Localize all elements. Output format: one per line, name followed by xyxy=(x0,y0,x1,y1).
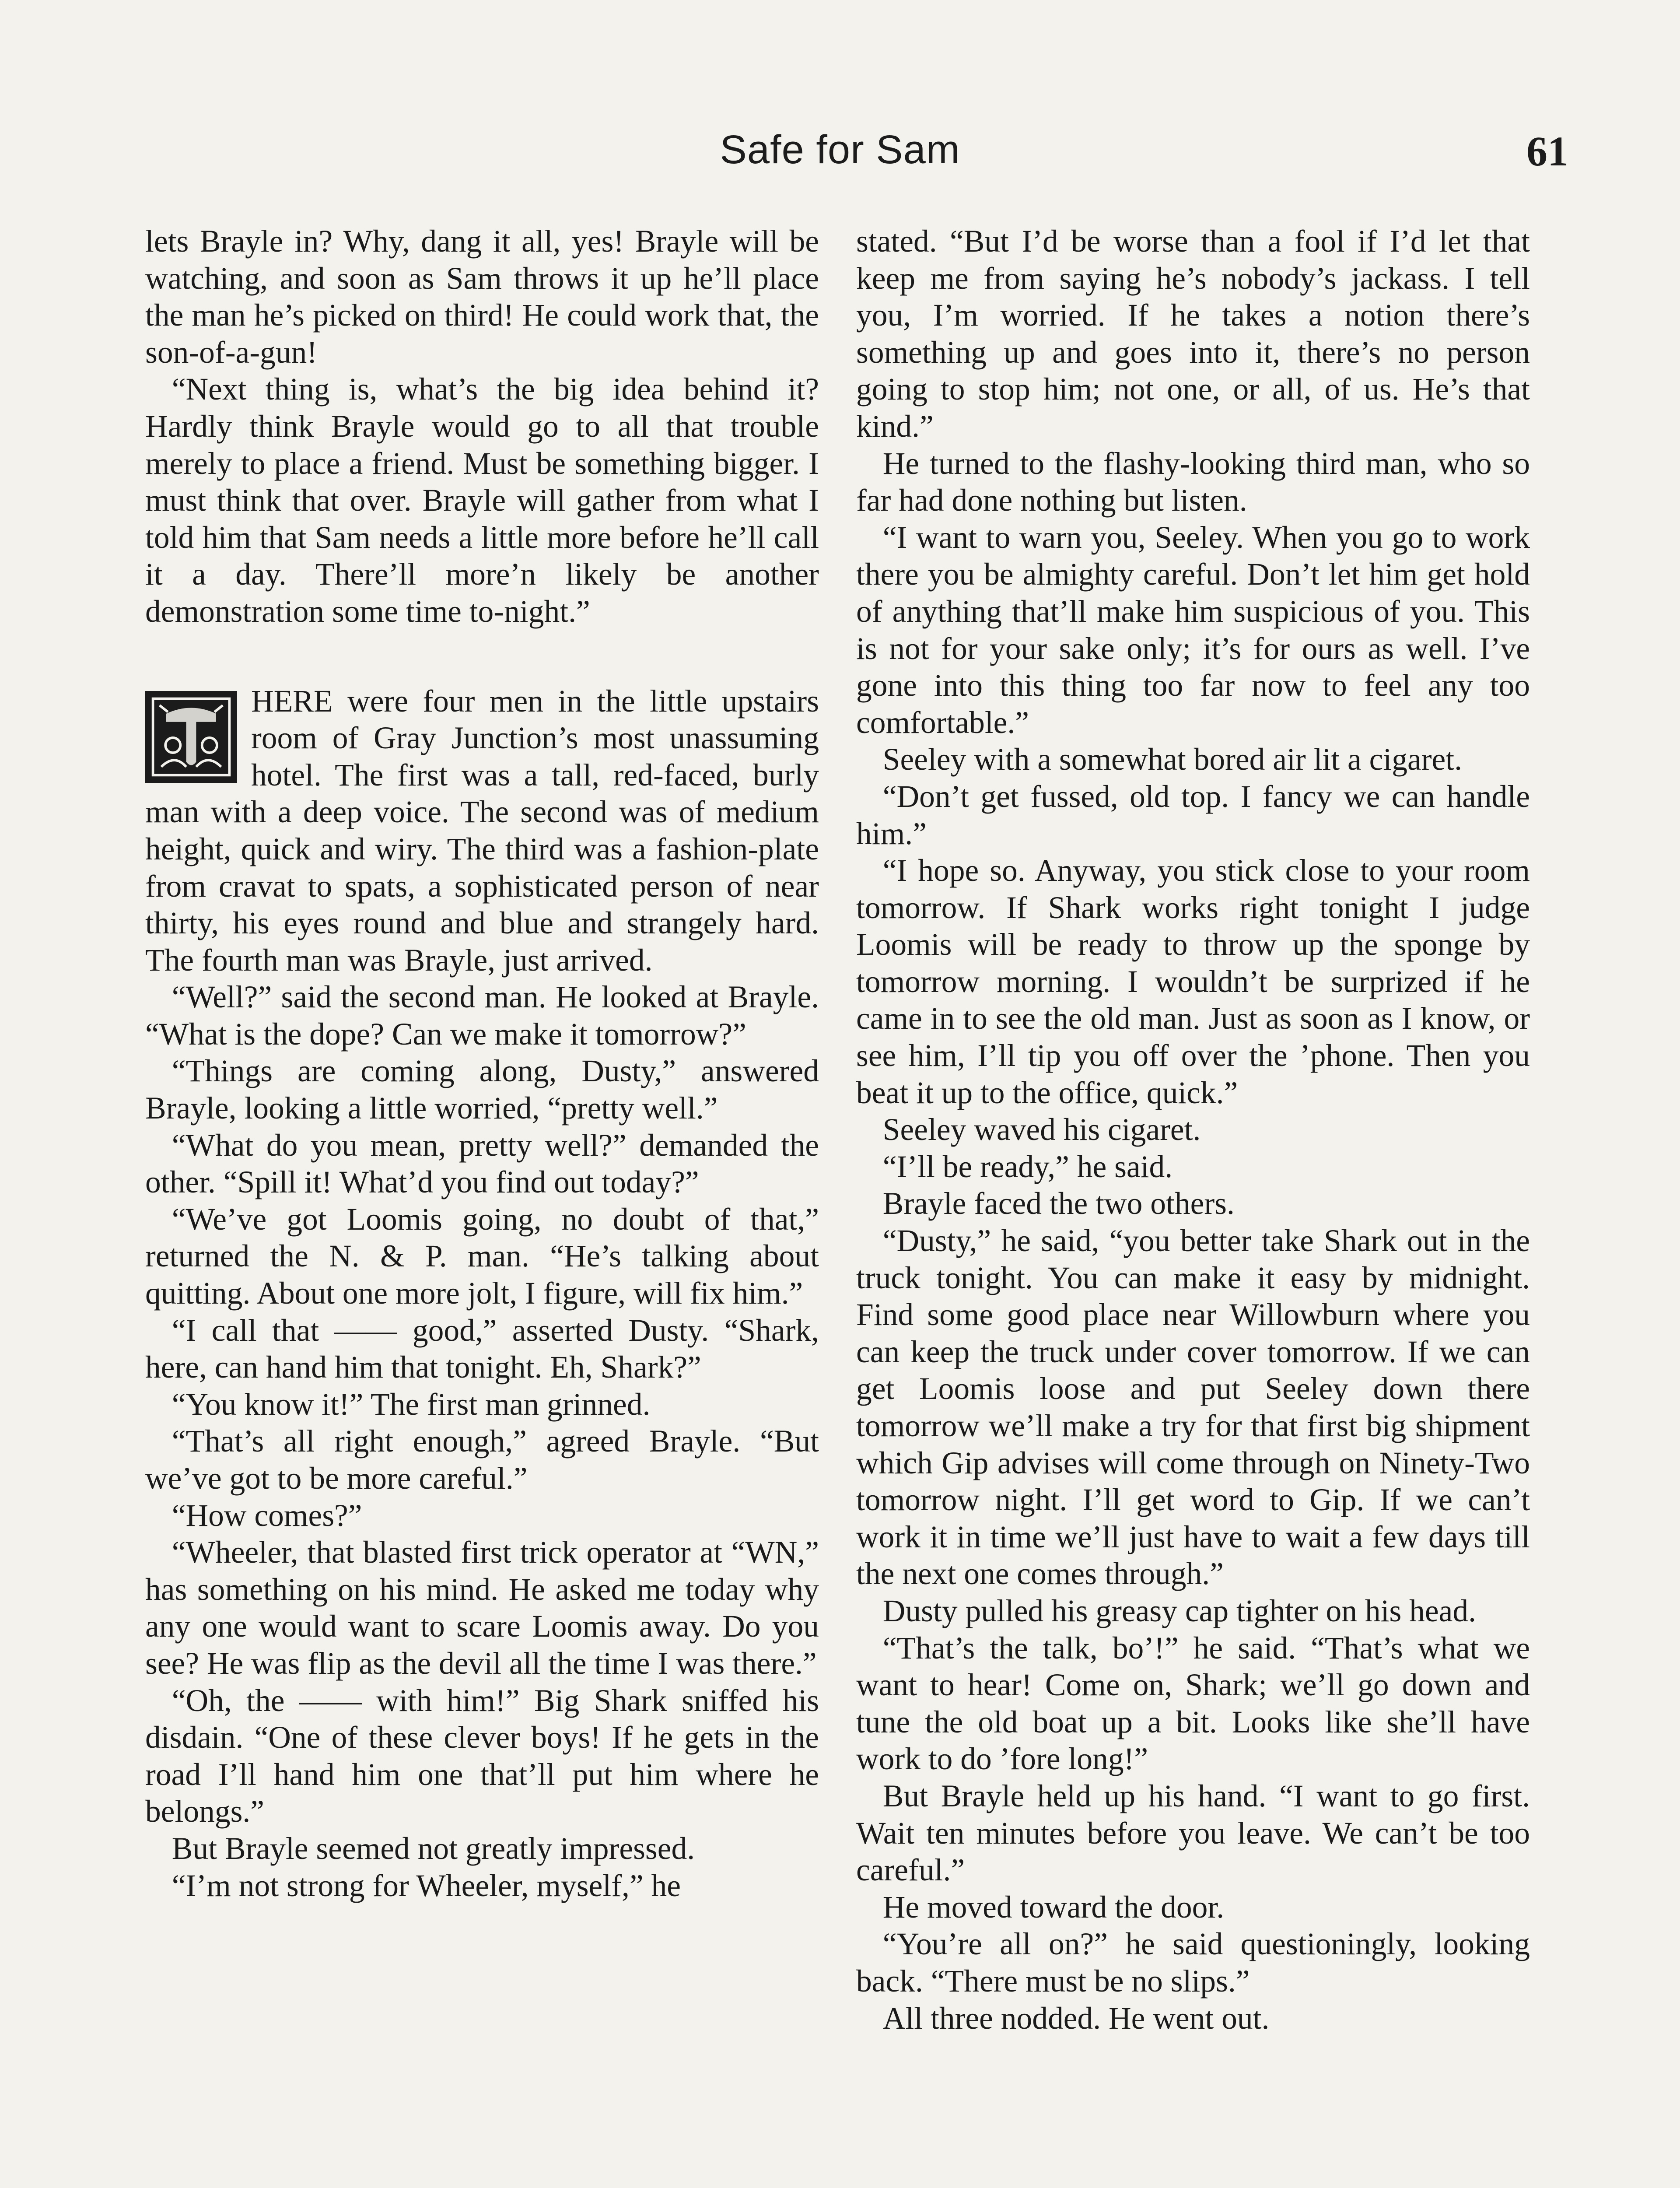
paragraph: “Dusty,” he said, “you better take Shark out in the truck tonight. You can make it easy by midnight. Find some good place near Willowburn where you can keep the truck under cover tomorrow. If we can get Loomis loose and put Seeley down there tomorrow we’ll make a try for that first big shipment which Gip advises will come through on Ninety-Two tomorrow night. I’ll get word to Gip. If we can’t work it in time we’ll just have to wait a few days till the next one comes through.” xyxy=(856,1224,1530,1592)
paragraph: He moved toward the door. xyxy=(882,1890,1225,1925)
paragraph: lets Brayle in? Why, dang it all, yes! Brayle will be watching, and soon as Sam throws it up he’ll place the man he’s picked on third! He could work that, the son-of-a-gun! xyxy=(145,224,819,370)
paragraph: “Oh, the —— with him!” Big Shark sniffed his disdain. “One of these clever boys! If he gets in the road I’ll hand him one that’ll put him where he belongs.” xyxy=(145,1683,819,1829)
paragraph: Brayle faced the two others. xyxy=(882,1186,1235,1221)
paragraph: “How comes?” xyxy=(172,1498,362,1533)
paragraph: “Well?” said the second man. He looked at Brayle. “What is the dope? Can we make it tomorrow?” xyxy=(145,980,819,1052)
drop-cap-ornament xyxy=(150,695,233,778)
paragraph: “Wheeler, that blasted first trick operator at “WN,” has something on his mind. He asked me today why any one would want to scare Loomis away. Do you see? He was flip as the devil all the time I was there.” xyxy=(145,1535,819,1681)
section-opening-paragraph xyxy=(145,683,819,979)
paragraph: “I call that —— good,” asserted Dusty. “Shark, here, can hand him that tonight. Eh, Shark?” xyxy=(145,1313,819,1385)
paragraph: “I hope so. Anyway, you stick close to your room tomorrow. If Shark works right tonight I judge Loomis will be ready to throw up the sponge by tomorrow morning. I wouldn’t be surprized if he came in to see the old man. Just as soon as I know, or see him, I’ll tip you off over the ’phone. Then you beat it up to the office, quick.” xyxy=(856,853,1530,1110)
paragraph: Dusty pulled his greasy cap tighter on his head. xyxy=(882,1593,1476,1628)
paragraph: “We’ve got Loomis going, no doubt of that,” returned the N. & P. man. “He’s talking about quitting. About one more jolt, I figure, will fix him.” xyxy=(145,1202,819,1311)
paragraph: But Brayle seemed not greatly impressed. xyxy=(172,1831,695,1866)
paragraph: stated. “But I’d be worse than a fool if I’d let that keep me from saying he’s nobody’s jackass. I tell you, I’m worried. If he takes a notion there’s something up and goes into it, there’s no person going to stop him; not one, or all, of us. He’s that kind.” xyxy=(856,224,1530,444)
paragraph: “That’s the talk, bo’!” he said. “That’s what we want to hear! Come on, Shark; we’ll go down and tune the old boat up a bit. Looks like she’ll have work to do ’fore long!” xyxy=(856,1630,1530,1777)
section-break xyxy=(145,631,819,683)
paragraph: “You know it!” The first man grinned. xyxy=(172,1387,651,1422)
paragraph: “Don’t get fussed, old top. I fancy we can handle him.” xyxy=(856,779,1530,851)
paragraph: He turned to the flashy-looking third man, who so far had done nothing but listen. xyxy=(856,446,1530,518)
page-number: 61 xyxy=(1526,128,1568,175)
left-column xyxy=(145,223,819,2188)
ornamental-drop-cap-icon xyxy=(145,691,237,783)
paragraph: “You’re all on?” he said questioningly, looking back. “There must be no slips.” xyxy=(856,1927,1530,1999)
paragraph: “That’s all right enough,” agreed Brayle. “But we’ve got to be more careful.” xyxy=(145,1424,819,1496)
paragraph: Seeley with a somewhat bored air lit a cigaret. xyxy=(882,742,1463,777)
paragraph: “Next thing is, what’s the big idea behind it? Hardly think Brayle would go to all that trouble merely to place a friend. Must be something bigger. I must think that over. Brayle will gather from what I told him that Sam needs a little more before he’ll call it a day. There’ll more’n likely be another demonstration some time to-night.” xyxy=(145,372,819,629)
paragraph: All three nodded. He went out. xyxy=(882,2001,1270,2036)
paragraph: “Things are coming along, Dusty,” answered Brayle, looking a little worried, “pretty well.” xyxy=(145,1054,819,1126)
running-title: Safe for Sam xyxy=(720,127,960,172)
paragraph: But Brayle held up his hand. “I want to go first. Wait ten minutes before you leave. We can’t be too careful.” xyxy=(856,1778,1530,1888)
paragraph: “I’m not strong for Wheeler, myself,” he xyxy=(172,1868,681,1903)
paragraph: “I’ll be ready,” he said. xyxy=(882,1149,1173,1184)
drop-cap-text: HERE were four men in the little upstairs room of Gray Junction’s most unassuming hotel. The first was a tall, red-faced, burly man with a deep voice. The second was of medium height, quick and wiry. The third was a fashion-plate from cravat to spats, a sophisticated person of near thirty, his eyes round and blue and strangely hard. The fourth man was Brayle, just arrived. xyxy=(145,684,819,978)
paragraph: “What do you mean, pretty well?” demanded the other. “Spill it! What’d you find out today?” xyxy=(145,1128,819,1200)
paragraph: “I want to warn you, Seeley. When you go to work there you be almighty careful. Don’t let him get hold of anything that’ll make him suspicious of you. This is not for your sake only; it’s for ours as well. I’ve gone into this thing too far now to feel any too comfortable.” xyxy=(856,520,1530,740)
paragraph: Seeley waved his cigaret. xyxy=(882,1112,1201,1147)
right-column xyxy=(856,223,1530,2188)
